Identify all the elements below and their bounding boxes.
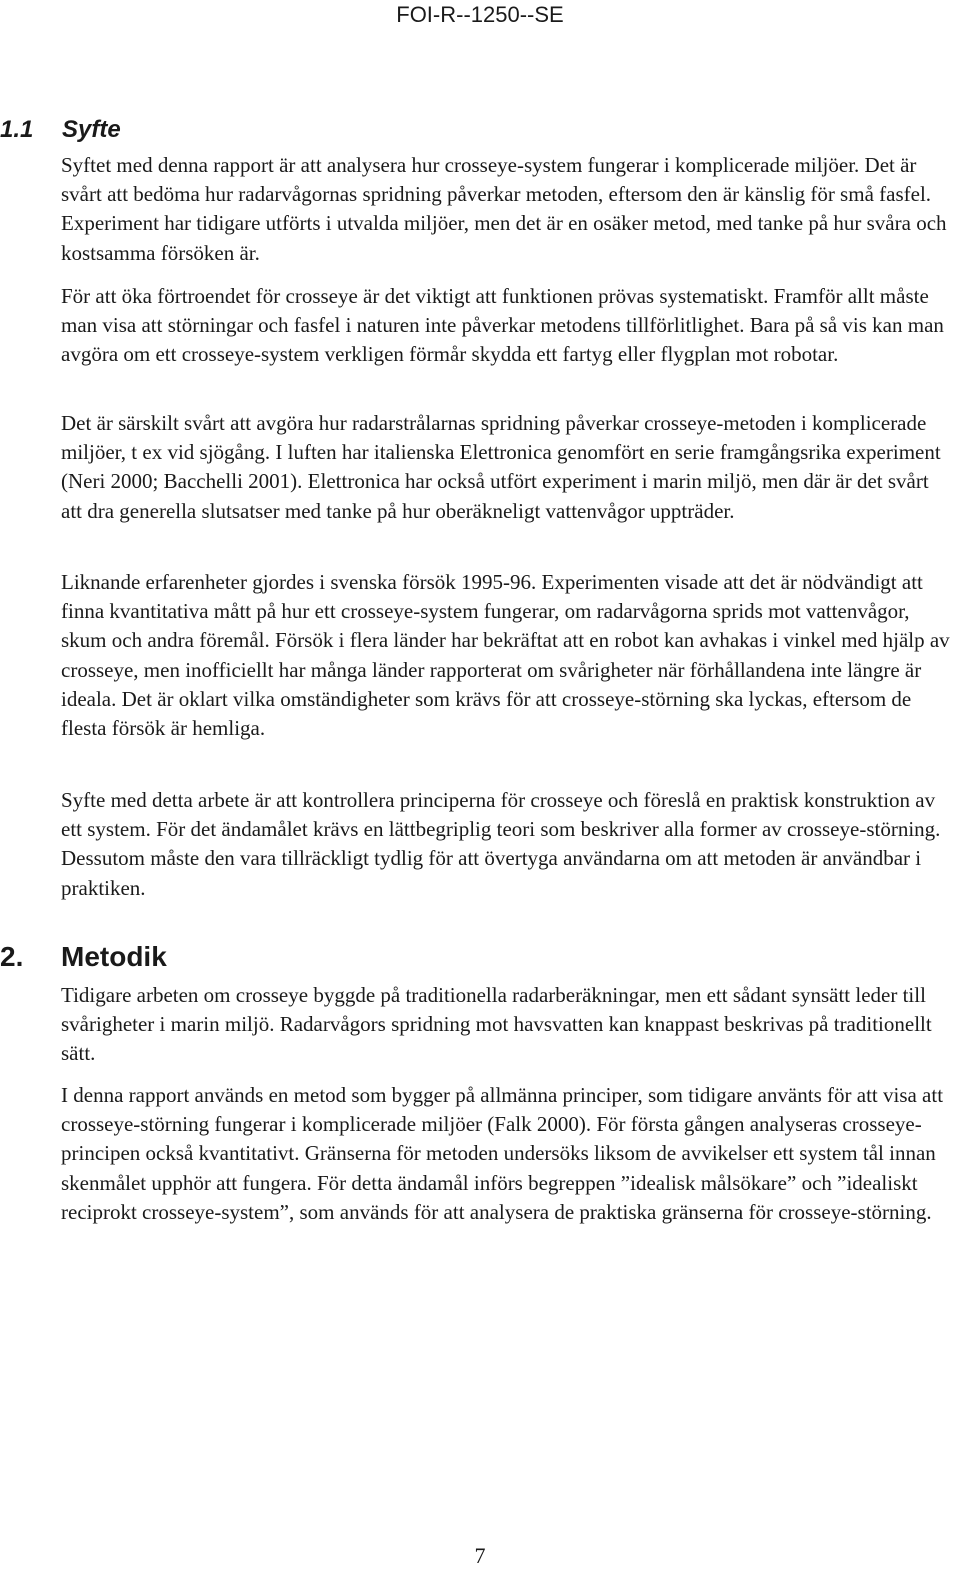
section-heading-metodik: [0, 940, 167, 974]
section-number: 2.: [0, 941, 24, 972]
paragraph: Syftet med denna rapport är att analysera hur crosseye-system fungerar i komplicerade miljöer. Det är svårt att bedöma hur radarvågornas spridning påverkar metoden, eftersom den är känslig för små fasfel. Experiment har tidigare utförts i utvalda miljöer, men det är en osäker metod, med tanke på hur svåra och kostsamma försöken är.: [61, 153, 947, 265]
paragraph: Liknande erfarenheter gjordes i svenska försök 1995-96. Experimenten visade att det är nödvändigt att finna kvantitativa mått på hur ett crosseye-system fungerar, om radarvågorna sprids mot vattenvågor, skum och andra föremål. Försök i flera länder har bekräftat att en robot kan avhakas i vinkel med hjälp av crosseye, men inofficiellt har många länder rapporterat om svårigheter när förhållandena inte längre är ideala. Det är oklart vilka omständigheter som krävs för att crosseye-störning ska lyckas, eftersom de flesta försök är hemliga.: [61, 570, 950, 741]
report-id-header: FOI-R--1250--SE: [396, 2, 564, 27]
paragraph: I denna rapport används en metod som bygger på allmänna principer, som tidigare använts för att visa att crosseye-störning fungerar i komplicerade miljöer (Falk 2000). För första gången analyseras crosseye-principen också kvantitativt. Gränserna för metoden undersöks liksom de avvikelser ett system tål innan skenmålet upphör att fungera. För detta ändamål införs begreppen ”idealisk målsökare” och ”idealiskt reciprokt crosseye-system”, som används för att analysera de praktiska gränserna för crosseye-störning.: [61, 1083, 944, 1224]
paragraph: Syfte med detta arbete är att kontrollera principerna för crosseye och föreslå en praktisk konstruktion av ett system. För det ändamålet krävs en lättbegriplig teori som beskriver alla former av crosseye-störning. Dessutom måste den vara tillräckligt tydlig för att övertyga användarna om att metoden är användbar i praktiken.: [61, 788, 941, 900]
paragraph: För att öka förtroendet för crosseye är det viktigt att funktionen prövas systematiskt. Framför allt måste man visa att störningar och fasfel i naturen inte påverkar metodens tillförlitlighet. Bara på så vis kan man avgöra om ett crosseye-system verkligen förmår skydda ett fartyg eller flygplan mot robotar.: [61, 284, 944, 367]
paragraph: Det är särskilt svårt att avgöra hur radarstrålarnas spridning påverkar crosseye-metoden i komplicerade miljöer, t ex vid sjögång. I luften har italienska Elettronica genomfört en serie framgångsrika experiment (Neri 2000; Bacchelli 2001). Elettronica har också utfört experiment i marin miljö, men där är det svårt att dra generella slutsatser med tanke på hur oberäkneligt vattenvågor uppträder.: [61, 411, 941, 523]
section-title: Metodik: [61, 941, 167, 972]
section-heading-syfte: [0, 115, 121, 145]
section-number: 1.1: [0, 116, 34, 143]
section-title: Syfte: [62, 116, 121, 143]
paragraph: Tidigare arbeten om crosseye byggde på traditionella radarberäkningar, men ett sådant synsätt leder till svårigheter i marin miljö. Radarvågors spridning mot havsvatten kan knappast beskrivas på traditionellt sätt.: [61, 983, 932, 1066]
page-number: 7: [474, 1543, 486, 1568]
